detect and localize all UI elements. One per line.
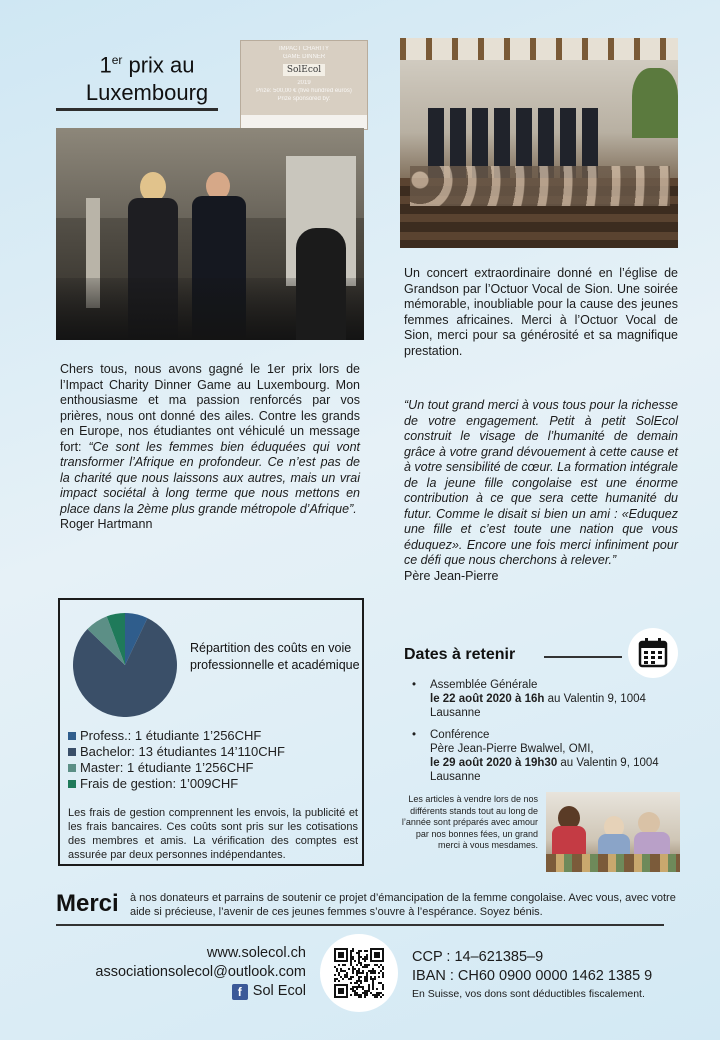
- dates-list: [412, 678, 680, 792]
- certificate-line2: GAME DINNER: [282, 54, 326, 60]
- date-item-title: • Assemblée Générale: [430, 679, 538, 691]
- facebook-label: Sol Ecol: [252, 983, 306, 999]
- certificate-sponsor: Prize sponsored by:: [277, 96, 331, 102]
- date-item-location: au Valentin 9, 1004 Lausanne: [430, 693, 646, 719]
- date-item-title: • Conférence: [430, 729, 490, 741]
- qr-code-icon: [320, 934, 398, 1012]
- left-article: [60, 362, 360, 533]
- dates-title: Dates à retenir: [404, 646, 516, 663]
- contact-block: [60, 944, 306, 1001]
- merci-text: à nos donateurs et parrains de soutenir ce projet d’émancipation de la femme congolaise. Avec vous, avec votre aide si précieuse, l’avenir de ces jeunes femmes s’ouvre à l’espérance. Soyez bénis.: [130, 892, 676, 918]
- quote-signature: Père Jean-Pierre: [404, 568, 499, 583]
- left-article-signature: Roger Hartmann: [60, 517, 153, 531]
- legend-label: Master: 1 étudiante 1’256CHF: [80, 760, 254, 775]
- facebook-icon: f: [232, 984, 248, 1000]
- legend-swatch: [68, 732, 76, 740]
- legend-item: [68, 744, 358, 760]
- merci-divider: [56, 924, 664, 926]
- headline: [72, 46, 222, 107]
- legend-label: Bachelor: 13 étudiantes 14’110CHF: [80, 744, 285, 759]
- dates-divider: [544, 656, 622, 658]
- headline-line1: prix au: [122, 52, 195, 78]
- left-article-quote: “Ce sont les femmes bien éduquées qui vont transformer l’Afrique en profondeur. Ce n’est pas de la charité que nous laissons aux autres, mais un vrai impact sociétal à long terme que nous mettons en place dans la 2ème plus grande métropole d’Afrique”.: [60, 439, 360, 516]
- date-item-datetime: le 22 août 2020 à 16h: [430, 693, 545, 705]
- calendar-icon: [628, 628, 678, 678]
- concert-description: Un concert extraordinaire donné en l’église de Grandson par l’Octuor Vocal de Sion. Une soirée mémorable, inoubliable pour la cause des jeunes femmes africaines. Merci à l’Octuor Vocal de Sion, merci pour sa générosité et sa magnifique prestation.: [404, 266, 678, 358]
- website-link[interactable]: www.solecol.ch: [206, 945, 306, 961]
- date-item-conference: [412, 728, 680, 784]
- date-item-datetime: le 29 août 2020 à 19h30: [430, 757, 558, 769]
- concert-photo: [400, 38, 678, 248]
- certificate-logos: [241, 115, 367, 129]
- cost-legend: [68, 728, 358, 792]
- certificate-image: [240, 40, 368, 130]
- date-item-location: au Valentin 9, 1004 Lausanne: [430, 757, 659, 783]
- facebook-link[interactable]: [60, 982, 306, 1001]
- pie-svg: [70, 610, 180, 720]
- iban-number: IBAN : CH60 0900 0000 1462 1385 9: [412, 968, 653, 984]
- legend-swatch: [68, 764, 76, 772]
- qr-badge: [320, 934, 398, 1012]
- date-item-speaker: Père Jean-Pierre Bwalwel, OMI,: [430, 743, 594, 755]
- certificate-prize: Prize: 500,00 € (five hundred euros): [256, 88, 352, 94]
- date-item-assembly: [412, 678, 680, 720]
- legend-swatch: [68, 780, 76, 788]
- legend-item: [68, 728, 358, 744]
- luxembourg-award-photo: [56, 128, 364, 340]
- headline-divider: [56, 108, 218, 111]
- legend-item: [68, 776, 358, 792]
- tax-note: En Suisse, vos dons sont déductibles fiscalement.: [412, 988, 645, 1000]
- ccp-number: CCP : 14–621385–9: [412, 949, 544, 965]
- cost-pie-chart: [70, 610, 180, 720]
- left-article-intro: Chers tous, nous avons gagné le 1er prix lors de l’Impact Charity Dinner Game au Luxembourg. Mon enthousiasme et ma passion renforcés par vos prières, nous ont donné des ailes. Contre les grands en Europe, nos étudiantes ont véhiculé un message fort:: [60, 362, 360, 454]
- market-stand-photo: [546, 792, 680, 872]
- cost-chart-title: Répartition des coûts en voie professionnelle et académique: [190, 641, 360, 672]
- quote-block: [404, 398, 678, 584]
- certificate-line1: IMPACT CHARITY: [278, 46, 330, 52]
- quote-text: “Un tout grand merci à vous tous pour la richesse de votre engagement. Petit à petit SolEcol construit le visage de l’humanité de demain grâce à votre grand dévouement à cette cause et à votre sensibilité de cœur. La formation intégrale de la jeune fille congolaise est une énorme contribution à ce que sera cette humanité du futur. Comme le disait si bien un ami : «Eduquez une fille et c’est toute une nation que vous éduquez». Encore une fois merci infiniment pour ce défi que nous cherchons à relever.”: [404, 398, 678, 567]
- bank-details: [412, 948, 680, 1001]
- certificate-year: 2019: [297, 80, 311, 86]
- legend-label: Profess.: 1 étudiante 1’256CHF: [80, 728, 262, 743]
- certificate-brand: SolEcol: [283, 64, 325, 76]
- headline-line2: Luxembourg: [85, 80, 209, 106]
- market-caption: Les articles à vendre lors de nos différents stands tout au long de l’année sont préparés avec amour par nos bonnes fées, un grand merci à vous mesdames.: [401, 794, 538, 850]
- merci-heading: Merci: [56, 890, 119, 917]
- calendar-badge: [628, 628, 678, 678]
- headline-superscript: er: [111, 53, 123, 67]
- email-link[interactable]: associationsolecol@outlook.com: [95, 964, 306, 980]
- legend-item: [68, 760, 358, 776]
- headline-number: 1: [99, 52, 112, 78]
- legend-label: Frais de gestion: 1’009CHF: [80, 776, 239, 791]
- cost-note: Les frais de gestion comprennent les envois, la publicité et les frais bancaires. Ces coûts sont pris sur les cotisations des membres et amis. La vérification des comptes est assurée par deux personnes indépendantes.: [68, 807, 358, 861]
- legend-swatch: [68, 748, 76, 756]
